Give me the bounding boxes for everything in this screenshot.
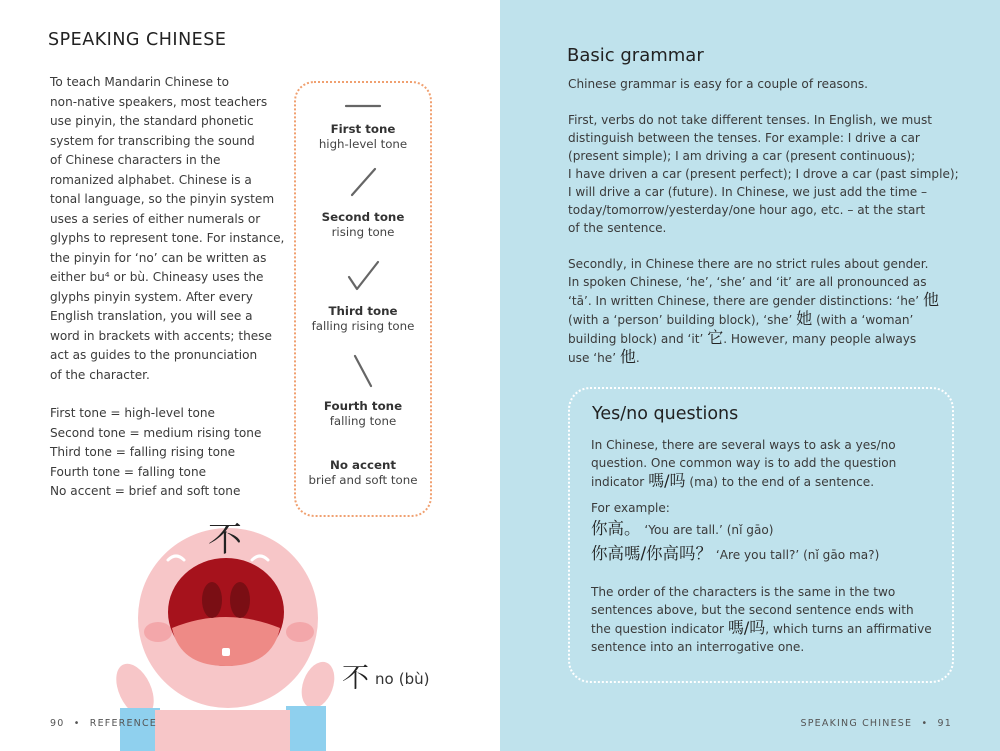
questions-line: In Chinese, there are several ways to ask a yes/no [591,438,896,452]
footer-right: SPEAKING CHINESE • 91 [800,718,952,729]
tone-item-no-accent [296,458,430,488]
tone-subtitle: brief and soft tone [308,473,418,487]
example-2: 你高嗎/你高吗？ ‘Are you tall?’ (nǐ gāo ma?) [591,544,880,563]
page-heading: SPEAKING CHINESE [48,30,227,50]
tone-list-item: Second tone = medium rising tone [50,425,262,440]
tone-item-fourth [296,399,430,429]
intro-line: uses a series of either numerals or [50,211,261,226]
tone-subtitle: falling rising tone [311,319,415,333]
section-title-yes-no: Yes/no questions [592,404,739,424]
tone-list [50,404,261,502]
intro-line: either bu⁴ or bù. Chineasy uses the [50,270,264,284]
bu-pinyin: (bù) [398,670,430,688]
check-shape-icon [296,259,430,293]
baby-character-label: 不 [208,520,242,560]
tone-item-second [296,210,430,240]
grammar-text [568,75,968,367]
tone-item-third [296,304,430,334]
intro-line: of the character. [50,367,150,382]
questions-line: sentence into an interrogative one. [591,640,805,654]
questions-text [591,436,951,656]
tone-item-first [296,122,430,152]
tone-title: Fourth tone [323,399,403,413]
falling-line-icon [296,353,430,389]
tone-chart-box [294,81,432,517]
footer-section: SPEAKING CHINESE [800,718,913,729]
questions-line: The order of the characters is the same in the two [591,585,896,599]
intro-line: romanized alphabet. Chinese is a [50,172,252,187]
intro-line: tonal language, so the pinyin system [50,192,275,206]
grammar-para3-line: In spoken Chinese, ‘he’, ‘she’ and ‘it’ are all pronounced as [568,275,927,289]
grammar-para3-line: Secondly, in Chinese there are no strict rules about gender. [568,257,929,271]
grammar-para3-line: (with a ‘person’ building block), ‘she’ 她 (with a ‘woman’ [568,309,914,328]
tone-subtitle: high-level tone [318,137,408,151]
intro-line: system for transcribing the sound [50,133,255,148]
intro-line: act as guides to the pronunciation [50,348,258,362]
tone-title: Third tone [328,304,398,318]
intro-line: use pinyin, the standard phonetic [50,114,254,128]
he-character: 他 [923,290,940,309]
flat-line-icon [296,89,430,123]
section-title-basic-grammar: Basic grammar [567,45,704,66]
intro-line: word in brackets with accents; these [50,328,272,343]
tone-list-item: No accent = brief and soft tone [50,484,241,498]
grammar-para3-line: building block) and ‘it’ 它. However, many people always [568,328,917,347]
questions-line: question. One common way is to add the question [591,456,897,470]
grammar-para2-line: First, verbs do not take different tenses. In English, we must [568,113,932,127]
grammar-para2-line: distinguish between the tenses. For example: I drive a car [568,131,920,145]
intro-line: To teach Mandarin Chinese to [50,75,230,89]
page-number: 91 [937,718,952,729]
questions-line: sentences above, but the second sentence ends with [591,603,914,617]
for-example-label: For example: [591,501,670,515]
intro-line: of Chinese characters in the [50,153,221,167]
tone-title: Second tone [321,210,405,224]
intro-line: non-native speakers, most teachers [50,94,268,109]
intro-line: glyphs to represent tone. For instance, [50,231,285,245]
grammar-para2-line: of the sentence. [568,221,667,235]
tone-subtitle: rising tone [331,225,395,239]
bu-label [342,656,430,695]
questions-line: the question indicator 嗎/吗, which turns an affirmative [591,618,932,637]
intro-line: the pinyin for ‘no’ can be written as [50,250,267,265]
questions-line: indicator 嗎/吗 (ma) to the end of a sentence. [591,471,875,490]
tone-title: No accent [329,458,397,472]
tone-list-item: First tone = high-level tone [50,406,215,420]
intro-line: glyphs pinyin system. After every [50,289,253,304]
tone-title: First tone [330,122,396,136]
ma-character: 嗎/吗 [648,471,686,490]
she-character: 她 [796,309,813,328]
grammar-para3-line: use ‘he’ 他. [568,347,640,366]
grammar-para2-line: (present simple); I am driving a car (present continuous); [568,149,916,163]
ma-character: 嗎/吗 [727,618,766,637]
grammar-para2-line: I will drive a car (future). In Chinese, we just add the time – [568,185,928,199]
tone-subtitle: falling tone [329,414,397,428]
footer-left: 90 • REFERENCE [50,718,157,729]
footer-section: REFERENCE [89,718,157,729]
example-1: 你高。 ‘You are tall.’ (nǐ gāo) [591,519,774,538]
it-character: 它 [707,328,724,347]
intro-paragraph [50,73,290,385]
grammar-para2 [568,111,968,237]
grammar-para3-line: ‘tā’. In written Chinese, there are gender distinctions: ‘he’ 他 [568,290,940,309]
tone-list-item: Third tone = falling rising tone [50,445,236,459]
tone-list-item: Fourth tone = falling tone [50,464,207,479]
bu-character: 不 [342,663,369,694]
intro-line: English translation, you will see a [50,309,253,323]
page-number: 90 [50,718,65,729]
grammar-para2-line: I have driven a car (present perfect); I drove a car (past simple); [568,167,959,181]
rising-line-icon [296,165,430,199]
grammar-para1: Chinese grammar is easy for a couple of reasons. [568,77,868,91]
he-character: 他 [619,347,636,366]
bu-english: no [375,670,394,688]
grammar-para2-line: today/tomorrow/yesterday/one hour ago, etc. – at the start [568,203,926,217]
